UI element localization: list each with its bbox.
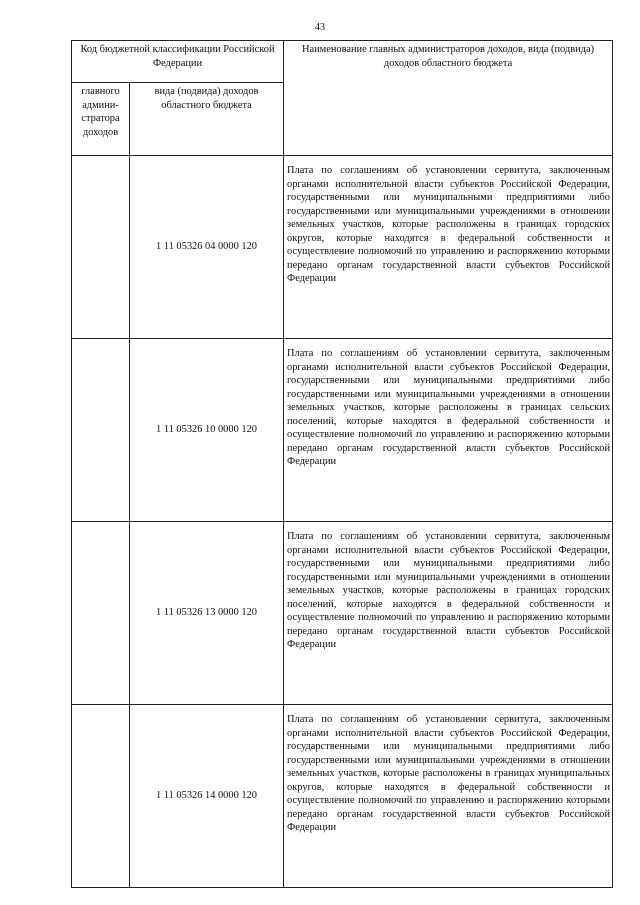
income-name-cell xyxy=(284,156,613,339)
table-row xyxy=(72,339,613,522)
income-name-cell xyxy=(284,522,613,705)
income-code-cell: 1 11 05326 04 0000 120 xyxy=(130,156,284,339)
admin-code-cell xyxy=(72,339,130,522)
budget-classification-table xyxy=(71,40,613,888)
income-code-cell: 1 11 05326 13 0000 120 xyxy=(130,522,284,705)
income-name-cell xyxy=(284,705,613,888)
income-name-text: Плата по соглашениям об установлении сервитута, заключенным органами исполнительной власти субъектов Российской Федерации, государственными или муниципальными предприятиями либо государственными или муниципальными учреждениями в отношении земельных участков, которые расположены в границах городских поселений, которые находятся в федеральной собственности и осуществление полномочий по управлению и распоряжению которыми передано органам государственной власти субъектов Российской Федерации xyxy=(287,531,611,650)
header-code-group: Код бюджетной классификации Российской Федерации xyxy=(72,41,284,83)
income-name-text: Плата по соглашениям об установлении сервитута, заключенным органами исполнительной власти субъектов Российской Федерации, государственными или муниципальными предприятиями либо государственными или муниципальными учреждениями в отношении земельных участков, которые расположены в границах сельских поселений, которые находятся в федеральной собственности и осуществление полномочий по управлению и распоряжению которыми передано органам государственной власти субъектов Российской Федерации xyxy=(287,348,611,467)
page-number: 43 xyxy=(315,22,325,33)
income-code-cell: 1 11 05326 10 0000 120 xyxy=(130,339,284,522)
header-type-column: вида (подвида) доходов областного бюджета xyxy=(130,83,284,156)
income-name-cell xyxy=(284,339,613,522)
header-name-column: Наименование главных администраторов доходов, вида (подвида) доходов областного бюджета xyxy=(284,41,613,156)
admin-code-cell xyxy=(72,522,130,705)
income-code-cell: 1 11 05326 14 0000 120 xyxy=(130,705,284,888)
income-name-text: Плата по соглашениям об установлении сервитута, заключенным органами исполнительной власти субъектов Российской Федерации, государственными или муниципальными предприятиями либо государственными или муниципальными учреждениями в отношении земельных участков, которые расположены в границах муниципальных округов, которые находятся в федеральной собственности и осуществление полномочий по управлению и распоряжению которыми передано органам государственной власти субъектов Российской Федерации xyxy=(287,714,611,833)
income-name-text: Плата по соглашениям об установлении сервитута, заключенным органами исполнительной власти субъектов Российской Федерации, государственными или муниципальными предприятиями либо государственными или муниципальными учреждениями в отношении земельных участков, которые расположены в границах городских округов, которые находятся в федеральной собственности и осуществление полномочий по управлению и распоряжению которыми передано органам государственной власти субъектов Российской Федерации xyxy=(287,165,611,284)
table-row xyxy=(72,705,613,888)
table-row xyxy=(72,156,613,339)
admin-code-cell xyxy=(72,705,130,888)
header-admin-column: главного админи-стратора доходов xyxy=(72,83,130,156)
table-row xyxy=(72,522,613,705)
admin-code-cell xyxy=(72,156,130,339)
